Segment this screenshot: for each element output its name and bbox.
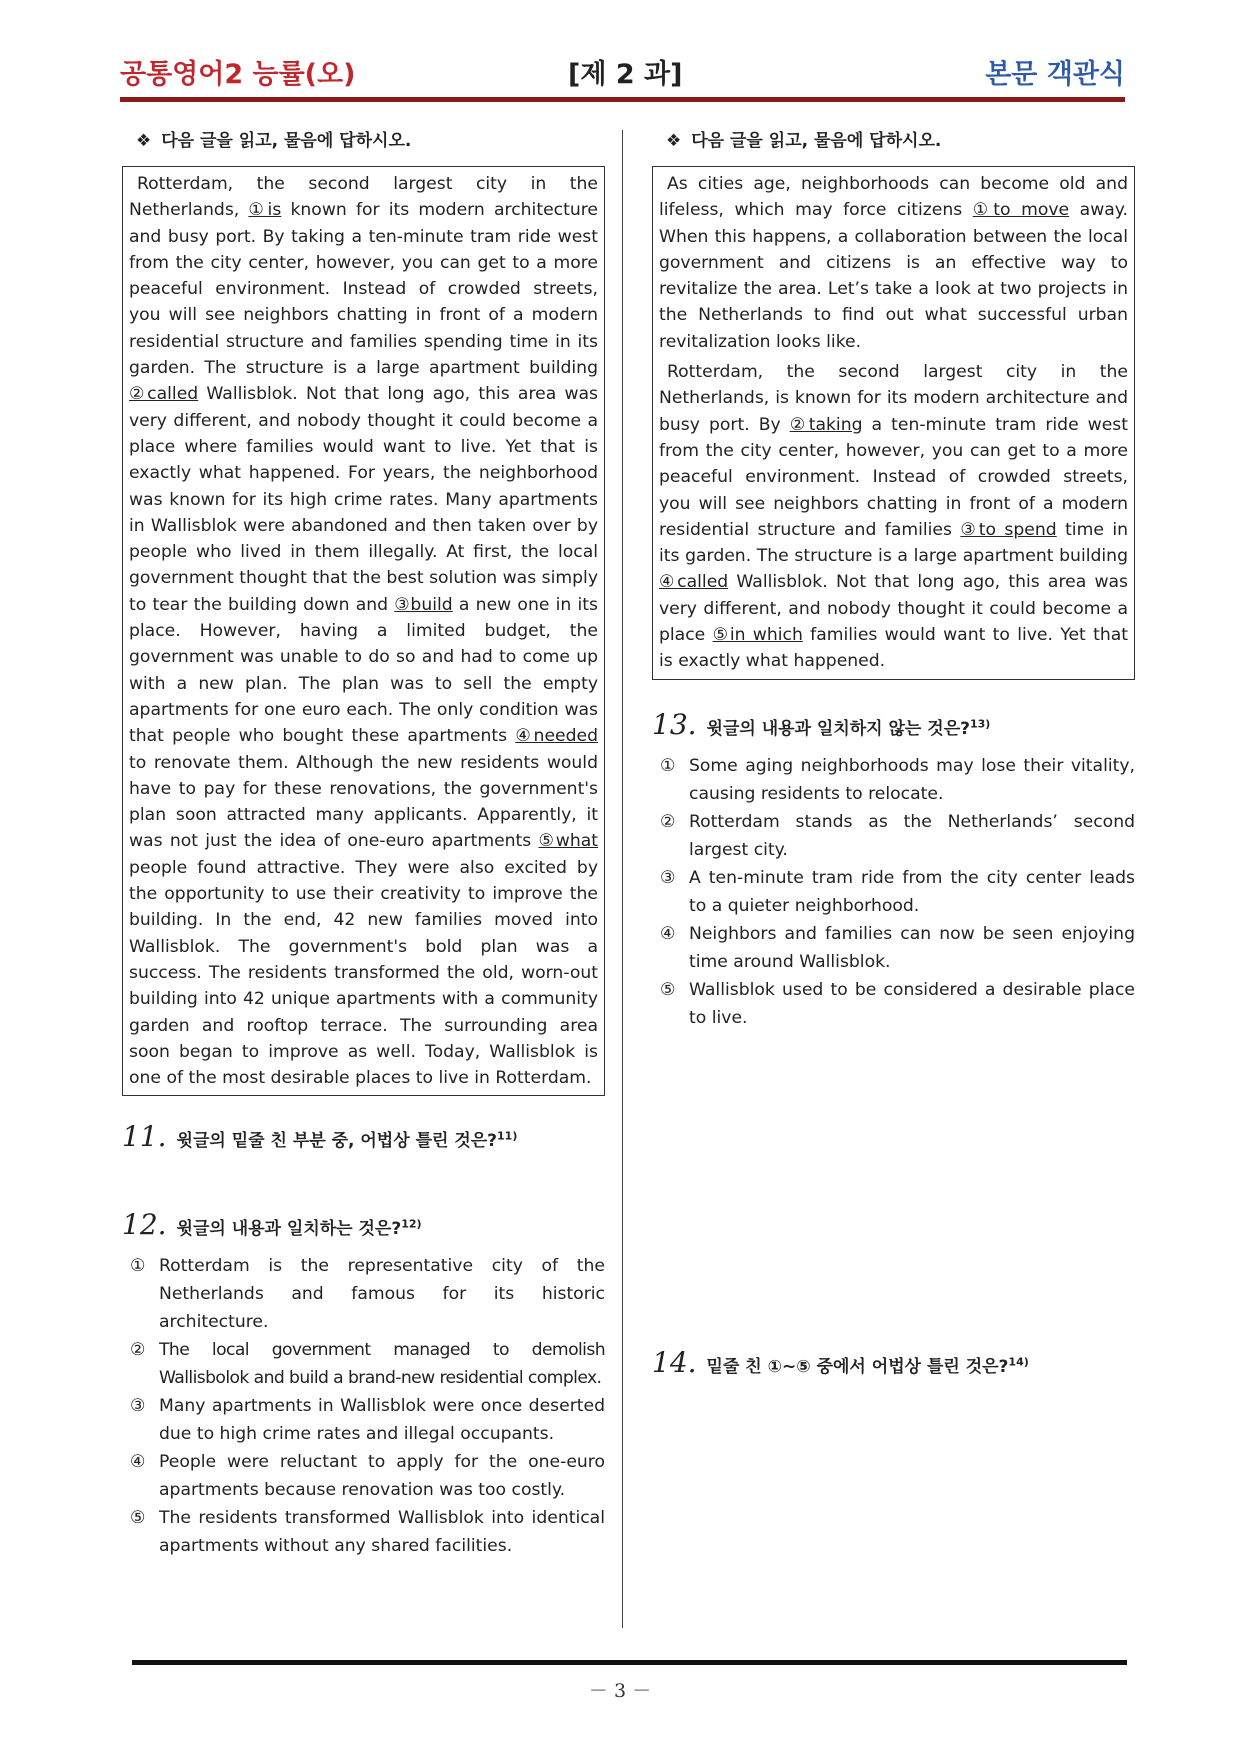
left-column: [122, 128, 605, 1560]
passage-run: Wallisblok. Not that long ago, this area was very different, and nobody thought it could become a place: [659, 572, 1128, 646]
diamond-star-icon: ❖: [136, 131, 152, 151]
left-passage-box: [122, 166, 605, 1096]
page-header: [120, 52, 1125, 92]
option-item[interactable]: ③ A ten-minute tram ride from the city center leads to a quieter neighborhood.: [660, 867, 1135, 916]
option-item[interactable]: ① Rotterdam is the representative city of the Netherlands and famous for its historic architecture.: [130, 1256, 605, 1333]
footnote-mark: 13): [969, 716, 991, 730]
passage-run: away. When this happens, a collaboration between the local government and citizens is an effective way to revitalize the area. Let’s take a look at two projects in the Netherlands to find out what successful urban revitalization looks like.: [659, 200, 1128, 352]
question-text: 밑줄 친 ①~⑤ 중에서 어법상 틀린 것은?$^{14)}$: [706, 1355, 1029, 1377]
question-number: 13.: [652, 707, 697, 741]
instruction-text: 다음 글을 읽고, 물음에 답하시오.: [161, 131, 412, 151]
underlined-marker: ④called: [659, 572, 729, 593]
option-item[interactable]: ④ People were reluctant to apply for the one-euro apartments because renovation was too costly.: [130, 1452, 605, 1501]
right-passage-paragraph-2: [659, 359, 1128, 675]
passage-run: Wallisblok. Not that long ago, this area was very different, and nobody thought it could become a place where families would want to live. Yet that is exactly what happened. For years, the neighborhood was known for its high crime rates. Many apartments in Wallisblok were abandoned and then taken over by people who lived in them illegally. At first, the local government thought that the best solution was simply to tear the building down and: [129, 384, 598, 615]
passage-run: people found attractive. They were also excited by the opportunity to use their creativity to improve the building. In the end, 42 new families moved into Wallisblok. The government's bold plan was a success. The residents transformed the old, worn-out building into 42 unique apartments with a community garden and rooftop terrace. The surrounding area soon began to improve as well. Today, Wallisblok is one of the most desirable places to live in Rotterdam.: [129, 857, 598, 1089]
question-14-wrap: [652, 1346, 1135, 1382]
question-12: [122, 1208, 605, 1244]
underlined-marker: ①is: [248, 200, 282, 221]
section-title: 본문 객관식: [985, 59, 1125, 90]
underlined-marker: ③to spend: [960, 519, 1057, 540]
passage-run: a new one in its place. However, having a limited budget, the government was unable to do so and had to come up with a new plan. The plan was to sell the empty apartments for one euro each. The only condition was that people who bought these apartments: [129, 594, 598, 747]
instruction-text: 다음 글을 읽고, 물음에 답하시오.: [691, 131, 942, 151]
option-item[interactable]: ⑤ The residents transformed Wallisblok into identical apartments without any shared facilities.: [130, 1508, 605, 1557]
left-instruction: [136, 128, 605, 154]
question-text: 윗글의 내용과 일치하는 것은?$^{12)}$: [176, 1217, 422, 1240]
passage-run: As cities age, neighborhoods can become old and lifeless, which may force citizens: [659, 174, 1128, 221]
q12-options: [130, 1252, 605, 1560]
passage-run: to renovate them. Although the new residents would have to pay for these renovations, the government's plan soon attracted many applicants. Apparently, it was not just the idea of one-euro apartments: [129, 752, 598, 852]
underlined-marker: ②taking: [789, 414, 863, 435]
passage-run: families would want to live. Yet that is exactly what happened.: [659, 625, 1128, 672]
question-number: 12.: [122, 1208, 167, 1242]
passage-run: a ten-minute tram ride west from the city center, however, you can get to a more peaceful environment. Instead of crowded streets, you will see neighbors chatting in front of a modern residential structure and families: [659, 414, 1129, 540]
underlined-marker: ⑤in which: [712, 625, 803, 646]
passage-run: time in its garden. The structure is a large apartment building: [659, 519, 1128, 567]
underlined-marker: ④needed: [515, 726, 598, 747]
diamond-star-icon: ❖: [666, 131, 682, 151]
left-passage-text: [129, 171, 598, 1091]
right-column: [652, 128, 1135, 1032]
header-rule: [120, 97, 1125, 102]
question-text: 윗글의 내용과 일치하지 않는 것은?$^{13)}$: [706, 716, 991, 739]
footer-rule: [132, 1660, 1127, 1665]
right-instruction: [666, 128, 1135, 154]
question-13: [652, 708, 1135, 744]
option-item[interactable]: ② Rotterdam stands as the Netherlands’ second largest city.: [660, 811, 1135, 860]
underlined-marker: ⑤what: [538, 831, 598, 852]
question-text: 윗글의 밑줄 친 부분 중, 어법상 틀린 것은?$^{11)}$: [176, 1129, 518, 1152]
underlined-marker: ②called: [129, 384, 199, 405]
right-passage-box: [652, 166, 1135, 680]
page-number: － 3 －: [588, 1680, 652, 1702]
question-11: [122, 1120, 605, 1156]
footnote-mark: 11): [497, 1129, 518, 1143]
question-14: [652, 1346, 1135, 1382]
option-item[interactable]: ③ Many apartments in Wallisblok were once deserted due to high crime rates and illegal occupants.: [130, 1396, 605, 1445]
option-item[interactable]: ② The local government managed to demolish Wallisbolok and build a brand-new residential complex.: [130, 1340, 605, 1389]
option-item[interactable]: ④ Neighbors and families can now be seen enjoying time around Wallisblok.: [660, 923, 1135, 972]
course-title: 공통영어2 능률(오): [120, 59, 356, 90]
passage-run: known for its modern architecture and busy port. By taking a ten-minute tram ride west from the city center, however, you can get to a more peaceful environment. Instead of crowded streets, you will see neighbors chatting in front of a modern residential structure and families spending time in its garden. The structure is a large apartment building: [129, 200, 598, 379]
question-number: 14.: [652, 1346, 697, 1379]
passage-run: Rotterdam, the second largest city in the Netherlands,: [129, 174, 598, 221]
right-passage-paragraph-1: [659, 171, 1128, 355]
underlined-marker: ③build: [394, 594, 453, 615]
column-divider: [622, 130, 623, 1628]
footnote-mark: 12): [401, 1217, 422, 1231]
option-item[interactable]: ① Some aging neighborhoods may lose their vitality, causing residents to relocate.: [660, 755, 1135, 804]
option-item[interactable]: ⑤ Wallisblok used to be considered a desirable place to live.: [660, 979, 1135, 1028]
q13-options: [660, 752, 1135, 1032]
underlined-marker: ①to move: [972, 200, 1070, 221]
passage-run: Rotterdam, the second largest city in the Netherlands, is known for its modern architecture and busy port. By: [659, 362, 1128, 435]
footnote-mark: 14): [1008, 1355, 1029, 1369]
lesson-title: [제 2 과]: [568, 59, 683, 90]
question-number: 11.: [122, 1120, 167, 1154]
